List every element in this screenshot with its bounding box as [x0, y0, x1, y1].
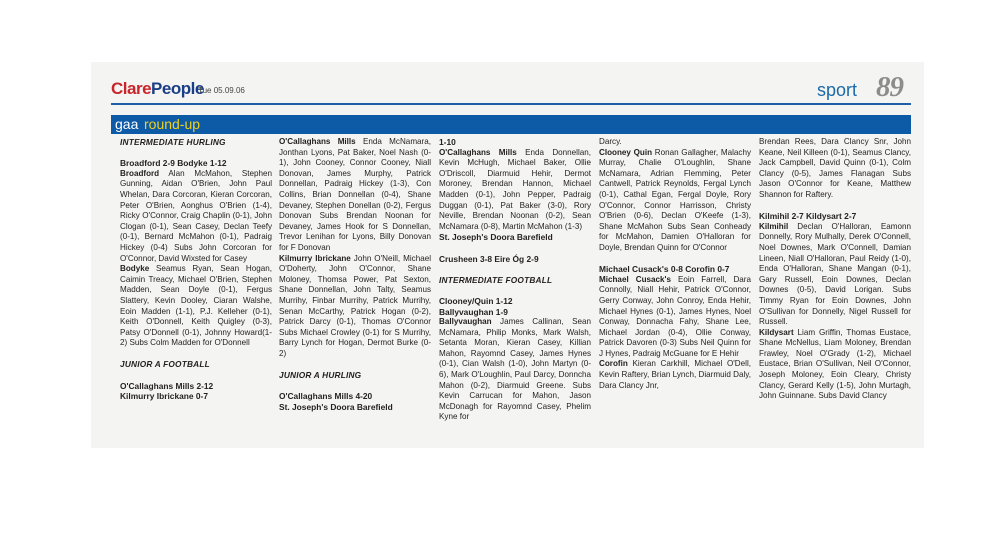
header-rule: [111, 103, 911, 105]
lineup-text: Seamus Ryan, Sean Hogan, Caimin Treacy, Michael O'Brien, Stephen Madden, Sean Doyle (0-1), Fergus Slattery, Kevin Dooley, Ciaran Walshe, Eoin Madden (1-1), P.J. Kelleher (0-1), Keith O'Donnell, Keith Quigley (0-3), Patsy O'Donnell (0-1), Johnny Howard(1-2) Subs Colm Madden for O'Donnell: [120, 264, 272, 348]
issue-date: Tue 05.09.06: [198, 86, 245, 95]
lineup-text: Eoin Farrell, Dara Connolly, Niall Hehir, Patrick O'Connor, Gerry Conway, John Conroy, Enda Hehir, Michael Hynes (0-1), James Hynes, Noel Conway, Donnacha Fahy, Shane Lee, Michael Jordan (0-4), Ollie Conway, Patrick Davoren (0-3) Subs Neil Quinn for J Hynes, Padraig McGuane for E Hehir: [599, 274, 751, 358]
lineup-text: John O'Neill, Michael O'Doherty, John O'Connor, Shane Moloney, Thomsa Power, Pat Sexton, Shane Donnellan, John Talty, Seamus Murrihy, Finbar Murrihy, Patrick Murrihy, Senan McCarthy, Patrick Hogan (0-2), Patrick Darcy (0-1), Thomas O'Connor Subs Michael Crowley (0-1) for S Murrihy, Barry Lynch for Hogan, Dermot Burke (0-2): [279, 253, 431, 358]
paragraph-spacer: [120, 370, 272, 381]
team-name: Kilmihil: [759, 221, 789, 231]
team-lineup: [599, 148, 751, 254]
team-lineup: [599, 359, 751, 391]
match-result: Michael Cusack's 0-8 Corofin 0-7: [599, 264, 730, 275]
masthead-logo: [111, 79, 204, 99]
paragraph-spacer: [759, 201, 911, 212]
paragraph-spacer: [439, 285, 591, 296]
match-result: Broadford 2-9 Bodyke 1-12: [120, 158, 227, 169]
article-column-3: [439, 137, 591, 447]
team-lineup: [120, 169, 272, 264]
article-column-2: [279, 137, 431, 447]
paragraph-spacer: [120, 349, 272, 360]
match-result: Kilmurry Ibrickane 0-7: [120, 391, 208, 402]
article-column-1: [120, 137, 272, 447]
section-banner: [111, 115, 911, 134]
paragraph-spacer: [279, 381, 431, 392]
section-name: sport: [817, 80, 858, 100]
team-name: Broadford: [120, 168, 160, 178]
paragraph-spacer: [279, 359, 431, 370]
match-result: O'Callaghans Mills 4-20: [279, 391, 373, 402]
banner-prefix: gaa: [115, 116, 139, 132]
team-name: Kildysart: [759, 327, 794, 337]
brand-prefix: Clare: [111, 79, 152, 98]
team-name: Michael Cusack's: [599, 274, 671, 284]
competition-heading: JUNIOR A HURLING: [279, 370, 362, 381]
lineup-text: Darcy.: [599, 137, 622, 146]
team-name: Bodyke: [120, 264, 150, 274]
lineup-text: Ronan Gallagher, Malachy Murray, Chalie O'Loughlin, Shane McNamara, Adrian Flemming, Peter Cantwell, Patrick Reynolds, Fergal Lynch (0-1), Cathal Egan, Fergal Doyle, Rory O'Connor, Connor Harrisson, Christy O'Brien (0-6), Declan O'Keefe (1-3), Shane McMahon Subs Sean Conheady for McMahon, Damien O'Halloran for Doyle, Brendan Quinn for O'Connor: [599, 147, 751, 252]
team-lineup: [439, 148, 591, 233]
team-lineup: [759, 137, 911, 201]
paragraph-spacer: [120, 148, 272, 159]
paragraph-spacer: [599, 254, 751, 265]
article-column-5: [759, 137, 911, 447]
match-result: 1-10: [439, 137, 456, 147]
lineup-text: Enda Donnellan, Kevin McHugh, Michael Baker, Ollie O'Driscoll, Diarmuid Hehir, Dermot Moroney, Brendan Hannon, Michael Madden (0-1), John Pepper, Padraig Duggan (0-1), Pat Baker (3-0), Rory Neville, Brendan Noonan (0-2), Sean McNamara (0-8), Martin McMahon (1-3): [439, 147, 591, 231]
paragraph-spacer: [439, 264, 591, 275]
lineup-text: Alan McMahon, Stephen Gunning, Aidan O'Brien, John Paul Whelan, Dara Corcoran, Kieran Corcoran, Peter O'Brien, Aonghus O'Brien (1-4), Ricky O'Connor, Craig Chaplin (0-1), John Clogan (0-1), Sean Casey, Declan Teefy (0-1), Bernard McMahon (0-1), Padraig Hickey (0-4) Subs John Corcoran for O'Connor, David Wixsted for Casey: [120, 168, 272, 263]
team-lineup: [759, 222, 911, 328]
team-lineup: [120, 264, 272, 349]
lineup-text: Brendan Rees, Dara Clancy Snr, John Keane, Neil Killeen (0-1), Seamus Clancy, Jack Campbell, David Quinn (0-1), Colm Clancy (0-5), James Flanagan Subs Jason O'Connor for Keane, Matthew Shannon for Raftery.: [759, 137, 911, 199]
team-name: O'Callaghans Mills: [279, 137, 356, 146]
team-name: O'Callaghans Mills: [439, 147, 517, 157]
team-lineup: [599, 275, 751, 360]
match-result: St. Joseph's Doora Barefield: [439, 232, 553, 243]
newspaper-page: [91, 62, 924, 448]
team-lineup: [279, 137, 431, 254]
team-name: Ballyvaughan: [439, 317, 492, 327]
team-name: Clooney Quin: [599, 147, 653, 157]
team-lineup: [279, 254, 431, 360]
team-name: Kilmurry Ibrickane: [279, 253, 351, 263]
team-lineup: [439, 317, 591, 423]
match-result: Kilmihil 2-7 Kildysart 2-7: [759, 211, 857, 222]
brand-name: People: [151, 79, 204, 98]
page-number: 89: [876, 71, 903, 103]
match-result: Clooney/Quin 1-12: [439, 295, 513, 306]
team-lineup: [759, 328, 911, 402]
lineup-text: Enda McNamara, Jonthan Lyons, Pat Baker, Noel Nash (0-1), John Cooney, Connor Cooney, Niall Donovan, James Murphy, Patrick Donnellan, Padraig Hickey (1-3), Con Collins, Brian Donnellan (0-4), Shane Devaney, Stephen Donellan (0-2), Fergus Donovan Subs Brendan Noonan for Devaney, James Hook for S Donnellan, Trevor Lenihan for Lyons, Billy Donovan for F Donovan: [279, 137, 431, 252]
match-result: O'Callaghans Mills 2-12: [120, 380, 214, 391]
lineup-text: Kieran Carkhill, Michael O'Dell, Kevin Raftery, Brian Lynch, Diarmuid Daly, Dara Clancy Jnr,: [599, 359, 751, 390]
competition-heading: JUNIOR A FOOTBALL: [120, 359, 210, 370]
competition-heading: INTERMEDIATE FOOTBALL: [439, 274, 553, 285]
lineup-text: Declan O'Halloran, Eamonn Donnelly, Rory Mulhally, Derek O'Connell, Noel Downes, Mark O'Connell, Damian Lineen, Niall O'Halloran, Paul Reidy (1-0), Enda O'Halloran, Shane Mangan (0-1), Gary Russell, Eoin Downes, Declan Downes (0-5), David Lorigan. Subs Timmy Ryan for Eoin Downes, John O'Sullivan for Donnelly, Nigel Russell for Russell.: [759, 221, 911, 327]
team-lineup: [599, 137, 751, 148]
competition-heading: INTERMEDIATE HURLING: [120, 137, 226, 147]
lineup-text: Liam Griffin, Thomas Eustace, Shane McNellus, Liam Moloney, Brendan Frawley, Noel O'Grady (1-2), Michael Eustace, Brian O'Sullivan, Neil O'Connor, Joseph Moloney, Eoin Cleary, Christy Clancy, Gerard Kelly (1-5), John Murtagh, John Guinnane. Subs David Clancy: [759, 327, 911, 401]
match-result: Crusheen 3-8 Eire Óg 2-9: [439, 253, 539, 264]
article-column-4: [599, 137, 751, 447]
lineup-text: James Callinan, Sean McNamara, Philip Monks, Mark Walsh, Setanta Moran, Kieran Casey, Killian Mahon, Rayomnd Casey, James Hynes (0-1), Cian Walsh (1-0), John Martyn (0-6), Mark O'Loughlin, Paul Darcy, Donncha Mahon (0-2), Diarmuid Greene. Subs Kevin Carrucan for Mahon, Jason McDonagh for Rayomnd Casey, Phelim Kyne for: [439, 317, 591, 422]
match-result: Ballyvaughan 1-9: [439, 306, 508, 317]
team-name: Corofin: [599, 359, 628, 369]
match-result: St. Joseph's Doora Barefield: [279, 401, 393, 412]
banner-title: round-up: [144, 116, 201, 132]
paragraph-spacer: [439, 243, 591, 254]
